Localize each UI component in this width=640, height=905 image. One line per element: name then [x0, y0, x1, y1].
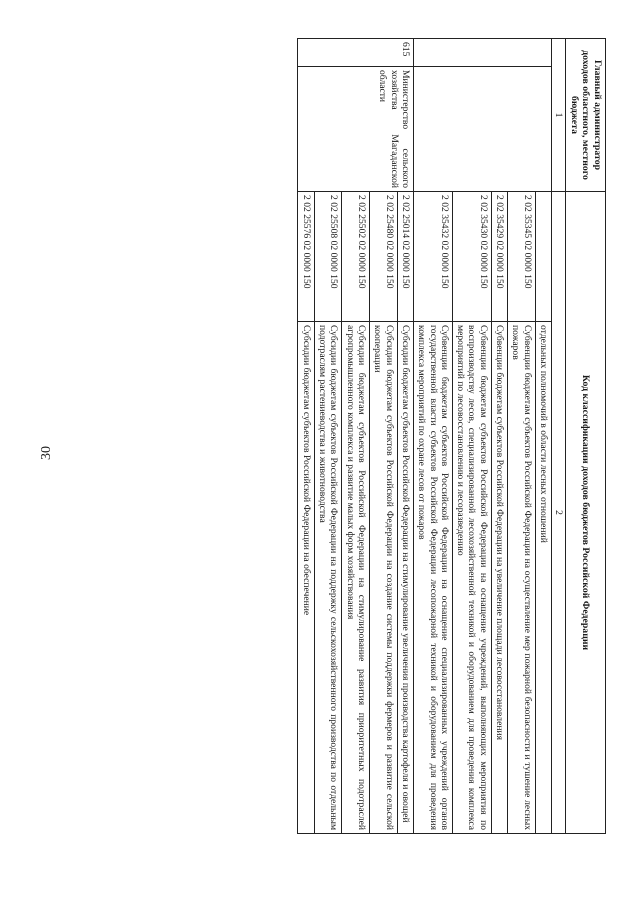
- revenue-code-cell: 2 02 25014 02 0000 150: [397, 192, 413, 322]
- table-row: [397, 39, 413, 834]
- revenue-code-cell: 2 02 25502 02 0000 150: [342, 192, 370, 322]
- revenue-description-cell: Субсидии бюджетам субъектов Российской Федерации на поддержку сельскохозяйственного производства по отдельным подотраслям растениеводства и животноводства: [314, 322, 342, 834]
- revenue-description-cell: Субвенции бюджетам субъектов Российской Федерации на оснащение специализированных учреждений органов государственной власти субъектов Российской Федерации лесопожарной техникой и оборудованием для проведения комплекса мероприятий по охране лесов от пожаров: [413, 322, 452, 834]
- admin-code-cell: [413, 39, 551, 67]
- page-number: 30: [39, 446, 54, 460]
- admin-name-cell: Министерство сельского хозяйства Магаданской области: [298, 67, 414, 192]
- revenue-classification-table: [297, 38, 606, 834]
- revenue-code-cell: 2 02 25480 02 0000 150: [369, 192, 397, 322]
- header-admin: Главный администратор доходов областного, местного бюджета: [566, 39, 606, 192]
- document-sheet: [78, 38, 606, 833]
- column-number-1: 1: [552, 39, 566, 192]
- admin-name-cell: [413, 67, 551, 192]
- revenue-code-cell: 2 02 35345 02 0000 150: [508, 192, 536, 322]
- revenue-description-cell: отдельных полномочий в области лесных отношений: [535, 322, 551, 834]
- revenue-code-cell: 2 02 35430 02 0000 150: [452, 192, 491, 322]
- revenue-description-cell: Субвенции бюджетам субъектов Российской Федерации на осуществление мер пожарной безопасности и тушение лесных пожаров: [508, 322, 536, 834]
- revenue-code-cell: 2 02 25576 02 0000 150: [298, 192, 314, 322]
- header-code-classification: Код классификации доходов бюджетов Российской Федерации: [566, 192, 606, 834]
- revenue-code-cell: 2 02 25508 02 0000 150: [314, 192, 342, 322]
- revenue-code-cell: [535, 192, 551, 322]
- revenue-code-cell: 2 02 35429 02 0000 150: [491, 192, 507, 322]
- admin-code-cell: 615: [298, 39, 414, 67]
- revenue-description-cell: Субсидии бюджетам субъектов Российской Федерации на обеспечение: [298, 322, 314, 834]
- column-number-2: 2: [552, 192, 566, 834]
- revenue-description-cell: Субвенции бюджетам субъектов Российской Федерации на оснащение учреждений, выполняющих мероприятия по воспроизводству лесов, специализированной лесохозяйственной техникой и оборудованием для проведения комплекса мероприятий по лесовосстановлению и лесоразведению: [452, 322, 491, 834]
- table-column-number-row: [552, 39, 566, 834]
- revenue-description-cell: Субсидии бюджетам субъектов Российской Федерации на стимулирование развития приоритетных подотраслей агропромышленного комплекса и развитие малых форм хозяйствования: [342, 322, 370, 834]
- table-header-row: [566, 39, 606, 834]
- table-row: [535, 39, 551, 834]
- revenue-description-cell: Субвенции бюджетам субъектов Российской Федерации на увеличение площади лесовосстановления: [491, 322, 507, 834]
- revenue-code-cell: 2 02 35432 02 0000 150: [413, 192, 452, 322]
- revenue-description-cell: Субсидии бюджетам субъектов Российской Федерации на стимулирование увеличения производства картофеля и овощей: [397, 322, 413, 834]
- revenue-description-cell: Субсидии бюджетам субъектов Российской Федерации на создание системы поддержки фермеров и развитие сельской кооперации: [369, 322, 397, 834]
